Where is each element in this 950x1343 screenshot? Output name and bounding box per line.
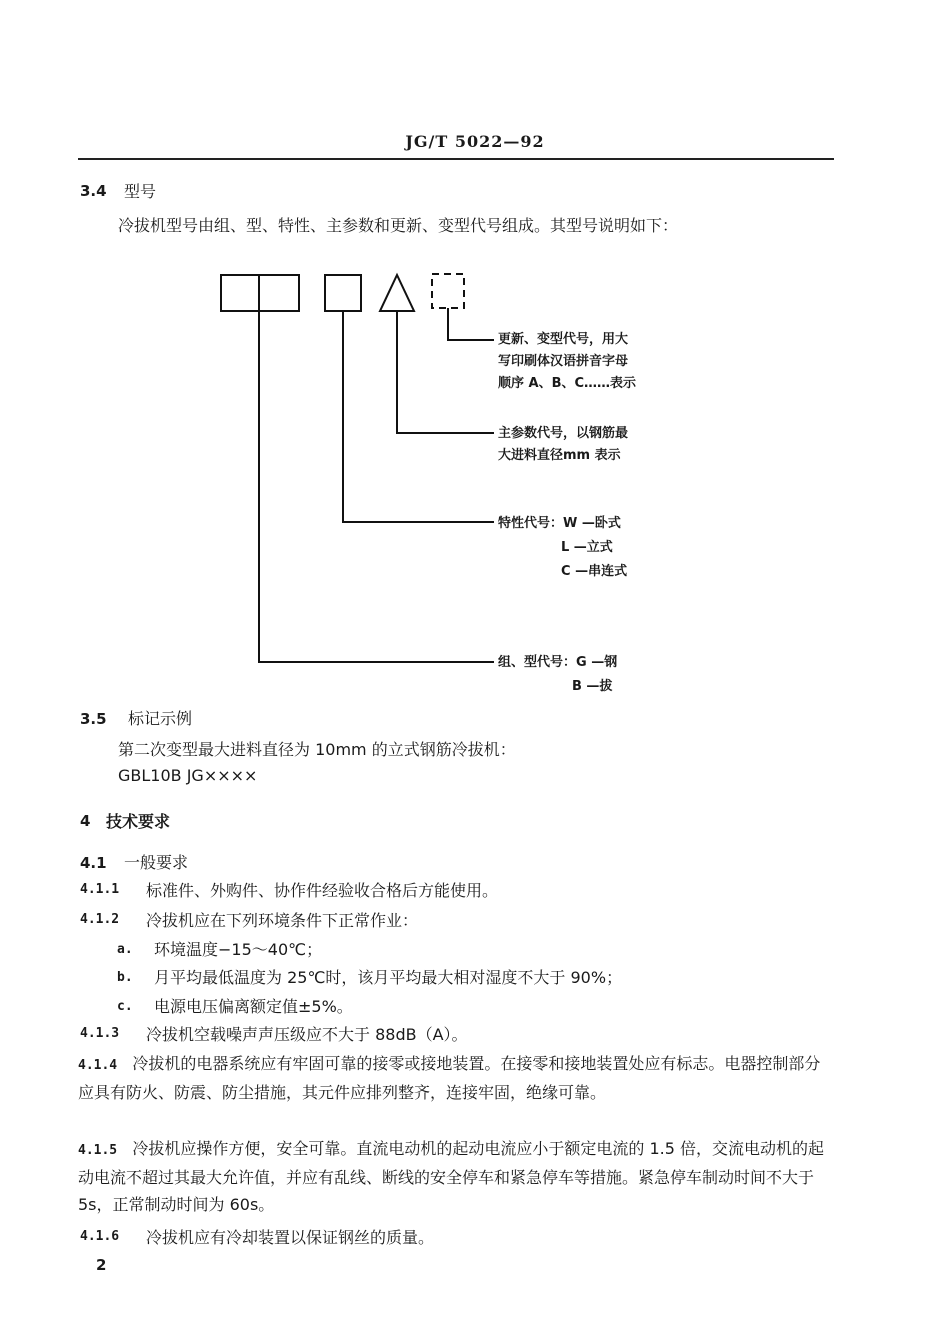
param-label-1: 主参数代号，以钢筋最 — [498, 426, 629, 441]
list-item-b-text: 月平均最低温度为 25℃时，该月平均最大相对湿度不大于 90%； — [154, 968, 623, 987]
feature-leader-line — [343, 311, 494, 522]
section-3-4-title: 型号 — [124, 182, 157, 201]
list-item-c-text: 电源电压偏离额定值±5%。 — [154, 997, 353, 1016]
feature-code-box — [325, 275, 361, 311]
clause-4-1-6-number: 4.1.6 — [80, 1229, 120, 1244]
update-label-1: 更新、变型代号，用大 — [498, 332, 629, 347]
list-item-c-mark: c. — [117, 999, 133, 1014]
feature-label-2: L —立式 — [561, 540, 613, 555]
clause-4-1-2-text: 冷拔机应在下列环境条件下正常作业： — [146, 911, 419, 930]
clause-4-1-1-number: 4.1.1 — [80, 882, 120, 897]
feature-label-3: C —串连式 — [561, 564, 628, 579]
update-code-dashed-box — [432, 274, 464, 308]
section-3-4-intro: 冷拔机型号由组、型、特性、主参数和更新、变型代号组成。其型号说明如下： — [118, 216, 679, 235]
clause-4-1-3-number: 4.1.3 — [80, 1026, 120, 1041]
main-param-triangle — [380, 275, 414, 311]
clause-4-1-4-text: 冷拔机的电器系统应有牢固可靠的接零或接地装置。在接零和接地装置处应有标志。电器控制部分应具有防火、防震、防尘措施，其元件应排列整齐，连接牢固，绝缘可靠。 — [78, 1054, 821, 1102]
section-4-1-title: 一般要求 — [124, 853, 189, 872]
feature-label-1: 特性代号：W —卧式 — [498, 516, 621, 531]
group-code-box-1 — [221, 275, 259, 311]
group-leader-line — [259, 311, 494, 662]
param-leader-line — [397, 311, 494, 433]
section-3-4-number: 3.4 — [80, 182, 107, 200]
section-4-title: 技术要求 — [106, 812, 171, 831]
update-label-3: 顺序 A、B、C……表示 — [498, 376, 637, 391]
group-label-2: B —拔 — [572, 679, 613, 694]
clause-4-1-1-text: 标准件、外购件、协作件经验收合格后方能使用。 — [146, 881, 499, 900]
clause-4-1-5-text: 冷拔机应操作方便，安全可靠。直流电动机的起动电流应小于额定电流的 1.5 倍，交流电动机的起动电流不超过其最大允许值，并应有乱线、断线的安全停车和紧急停车等措施。紧急停车制动时间不大于 5s，正常制动时间为 60s。 — [78, 1139, 825, 1214]
clause-4-1-5-number: 4.1.5 — [78, 1143, 118, 1158]
clause-4-1-4 — [78, 1050, 834, 1106]
list-item-b-mark: b. — [117, 970, 133, 985]
page-number: 2 — [96, 1256, 107, 1274]
clause-4-1-4-number: 4.1.4 — [78, 1058, 118, 1073]
list-item-a-mark: a. — [117, 942, 133, 957]
clause-4-1-2-number: 4.1.2 — [80, 912, 120, 927]
marking-example-text: 第二次变型最大进料直径为 10mm 的立式钢筋冷拔机： — [118, 740, 516, 759]
section-3-5-number: 3.5 — [80, 710, 107, 728]
list-item-a-text: 环境温度−15～40℃； — [154, 940, 323, 959]
section-3-5-title: 标记示例 — [128, 709, 193, 728]
update-leader-line — [448, 308, 494, 340]
clause-4-1-5 — [78, 1135, 834, 1218]
section-4-1-number: 4.1 — [80, 854, 107, 872]
section-4-number: 4 — [80, 812, 91, 830]
marking-example-code: GBL10B JG×××× — [118, 766, 258, 785]
clause-4-1-6-text: 冷拔机应有冷却装置以保证钢丝的质量。 — [146, 1228, 435, 1247]
param-label-2: 大进料直径mm 表示 — [498, 448, 621, 463]
standard-code: JG/T 5022—92 — [405, 132, 545, 151]
clause-4-1-3-text: 冷拔机空载噪声声压级应不大于 88dB（A）。 — [146, 1025, 468, 1044]
group-code-box-2 — [259, 275, 299, 311]
update-label-2: 写印刷体汉语拼音字母 — [498, 354, 629, 369]
group-label-1: 组、型代号：G —钢 — [498, 655, 618, 670]
